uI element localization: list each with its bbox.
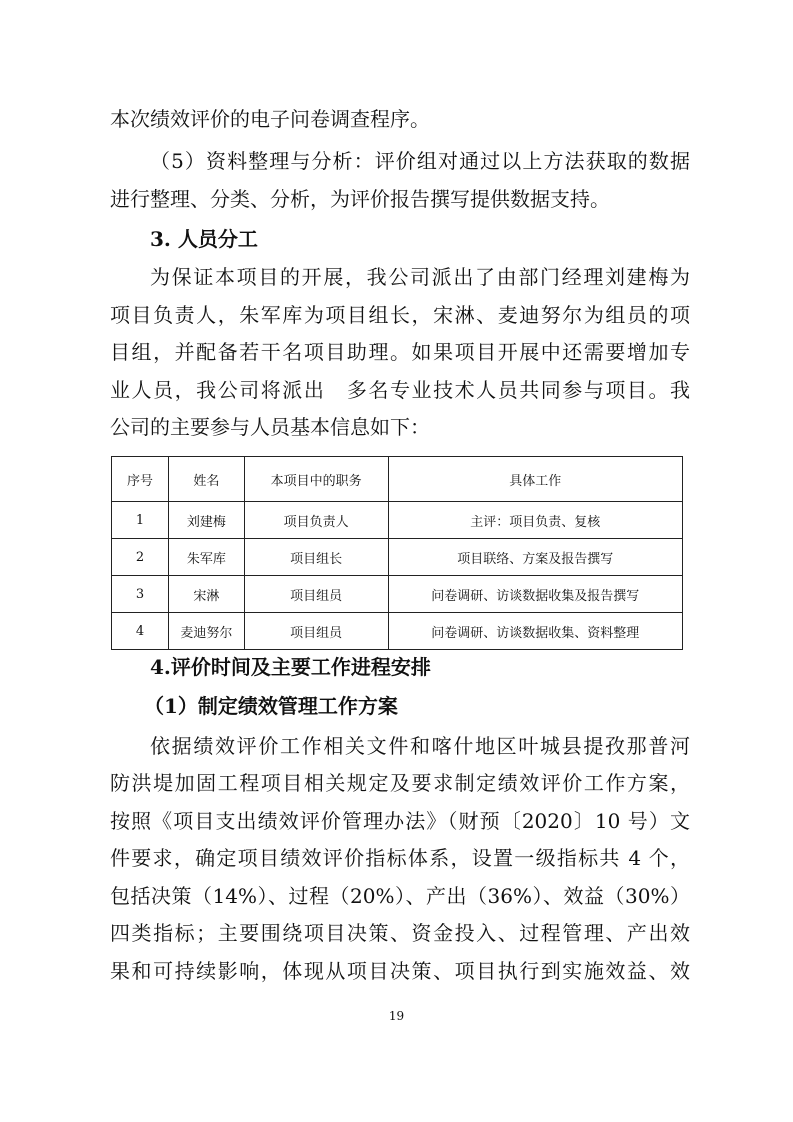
table-cell: 麦迪努尔: [168, 613, 244, 650]
table-cell: 1: [112, 502, 169, 539]
page-number: 19: [388, 1009, 405, 1023]
table-cell: 项目负责人: [244, 502, 388, 539]
text-line: 件要求，确定项目绩效评价指标体系，设置一级指标共 4 个，: [110, 846, 690, 870]
table-cell: 项目组员: [244, 576, 388, 613]
text-line: 进行整理、分类、分析，为评价报告撰写提供数据支持。: [110, 187, 610, 211]
text-line: 公司的主要参与人员基本信息如下：: [110, 415, 430, 439]
text-line: 果和可持续影响，体现从项目决策、项目执行到实施效益、效: [110, 959, 690, 983]
table-header-row: [112, 457, 683, 502]
text-line: 本次绩效评价的电子问卷调查程序。: [110, 107, 430, 131]
text-line: 防洪堤加固工程项目相关规定及要求制定绩效评价工作方案，: [110, 771, 690, 795]
table-cell: 项目组长: [244, 539, 388, 576]
table-cell: 项目组员: [244, 613, 388, 650]
text-line: 项目负责人，朱军库为项目组长，宋淋、麦迪努尔为组员的项: [110, 303, 690, 327]
text-line: 按照《项目支出绩效评价管理办法》（财预〔2020〕10 号）文: [110, 809, 690, 833]
table-cell: 3: [112, 576, 169, 613]
text-line: 四类指标；主要围绕项目决策、资金投入、过程管理、产出效: [110, 921, 690, 945]
table-cell: 宋淋: [168, 576, 244, 613]
text-line: 业人员，我公司将派出 多名专业技术人员共同参与项目。我: [110, 378, 690, 402]
column-header: 序号: [112, 457, 169, 502]
table-cell: 朱军库: [168, 539, 244, 576]
table-cell: 4: [112, 613, 169, 650]
text-line: （5）资料整理与分析：评价组对通过以上方法获取的数据: [150, 149, 690, 173]
text-line: 目组，并配备若干名项目助理。如果项目开展中还需要增加专: [110, 340, 690, 364]
table-cell: 2: [112, 539, 169, 576]
table-row: [112, 502, 683, 539]
table-cell: 主评：项目负责、复核: [388, 502, 682, 539]
table-row: [112, 539, 683, 576]
table-row: [112, 576, 683, 613]
text-line: 包括决策（14%）、过程（20%）、产出（36%）、效益（30%）: [110, 884, 690, 908]
table-cell: 刘建梅: [168, 502, 244, 539]
subsection-heading: （1）制定绩效管理工作方案: [144, 694, 398, 718]
column-header: 姓名: [168, 457, 244, 502]
text-line: 依据绩效评价工作相关文件和喀什地区叶城县提孜那普河: [150, 734, 690, 758]
section-heading: 3. 人员分工: [150, 227, 258, 251]
column-header: 本项目中的职务: [244, 457, 388, 502]
table-cell: 项目联络、方案及报告撰写: [388, 539, 682, 576]
section-heading: 4.评价时间及主要工作进程安排: [150, 655, 431, 679]
table-row: [112, 613, 683, 650]
column-header: 具体工作: [388, 457, 682, 502]
table-cell: 问卷调研、访谈数据收集、资料整理: [388, 613, 682, 650]
text-line: 为保证本项目的开展，我公司派出了由部门经理刘建梅为: [150, 265, 690, 289]
personnel-table: [111, 456, 683, 650]
table-cell: 问卷调研、访谈数据收集及报告撰写: [388, 576, 682, 613]
